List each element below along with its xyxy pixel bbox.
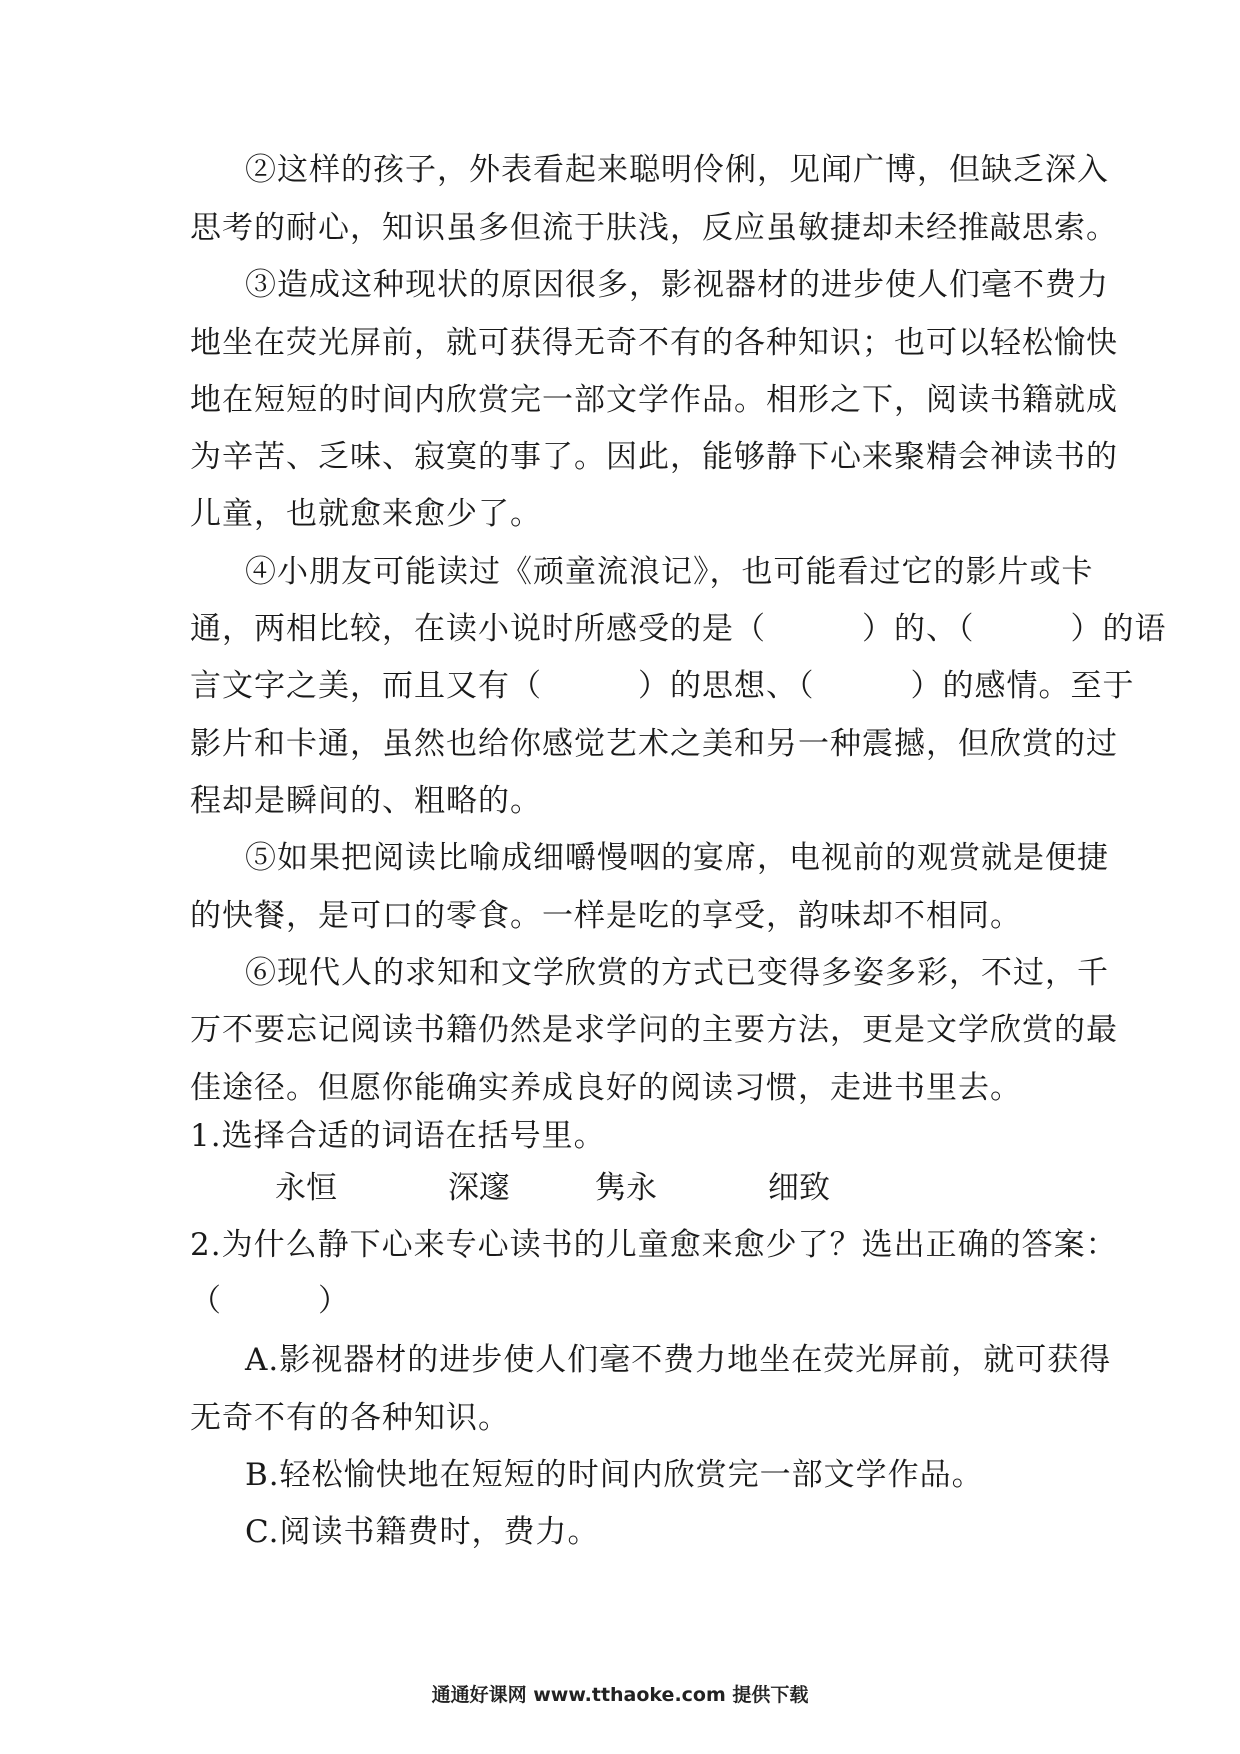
paragraph-4-line-2: 通，两相比较，在读小说时所感受的是（ ）的、（ ）的语 [190,611,1167,647]
word-option-1: 永恒 [275,1170,337,1206]
paragraph-5-line-1: ⑤如果把阅读比喻成细嚼慢咽的宴席，电视前的观赏就是便捷 [245,840,1109,876]
paragraph-4-line-5: 程却是瞬间的、粗略的。 [190,783,542,819]
option-b: B.轻松愉快地在短短的时间内欣赏完一部文学作品。 [245,1457,984,1493]
option-c: C.阅读书籍费时，费力。 [245,1514,600,1550]
question-1-prompt: 1.选择合适的词语在括号里。 [190,1118,606,1154]
paragraph-4-line-3: 言文字之美，而且又有（ ）的思想、（ ）的感情。至于 [190,668,1135,704]
paragraph-3-line-2: 地坐在荧光屏前，就可获得无奇不有的各种知识；也可以轻松愉快 [190,325,1118,361]
footer-watermark: 通通好课网 www.tthaoke.com 提供下载 [431,1684,809,1706]
paragraph-3-line-1: ③造成这种现状的原因很多，影视器材的进步使人们毫不费力 [245,267,1109,303]
paragraph-3-line-5: 儿童，也就愈来愈少了。 [190,496,542,532]
question-2-prompt: 2.为什么静下心来专心读书的儿童愈来愈少了？选出正确的答案： [190,1227,1118,1263]
paragraph-6-line-3: 佳途径。但愿你能确实养成良好的阅读习惯，走进书里去。 [190,1070,1022,1106]
paragraph-6-line-2: 万不要忘记阅读书籍仍然是求学问的主要方法，更是文学欣赏的最 [190,1012,1118,1048]
paragraph-3-line-4: 为辛苦、乏味、寂寞的事了。因此，能够静下心来聚精会神读书的 [190,439,1118,475]
paragraph-4-line-4: 影片和卡通，虽然也给你感觉艺术之美和另一种震撼，但欣赏的过 [190,726,1118,762]
paragraph-6-line-1: ⑥现代人的求知和文学欣赏的方式已变得多姿多彩，不过，千 [245,955,1109,991]
paragraph-3-line-3: 地在短短的时间内欣赏完一部文学作品。相形之下，阅读书籍就成 [190,382,1118,418]
paragraph-2-line-1: ②这样的孩子，外表看起来聪明伶俐，见闻广博，但缺乏深入 [245,152,1109,188]
question-2-answer-blank: （ ） [190,1283,350,1319]
word-option-4: 细致 [768,1170,830,1206]
option-a-line-2: 无奇不有的各种知识。 [190,1400,510,1436]
option-a-line-1: A.影视器材的进步使人们毫不费力地坐在荧光屏前，就可获得 [245,1342,1112,1378]
word-option-3: 隽永 [595,1170,657,1206]
paragraph-2-line-2: 思考的耐心，知识虽多但流于肤浅，反应虽敏捷却未经推敲思索。 [190,210,1118,246]
paragraph-5-line-2: 的快餐，是可口的零食。一样是吃的享受，韵味却不相同。 [190,898,1022,934]
word-option-2: 深邃 [448,1170,510,1206]
paragraph-4-line-1: ④小朋友可能读过《顽童流浪记》，也可能看过它的影片或卡 [245,554,1094,590]
